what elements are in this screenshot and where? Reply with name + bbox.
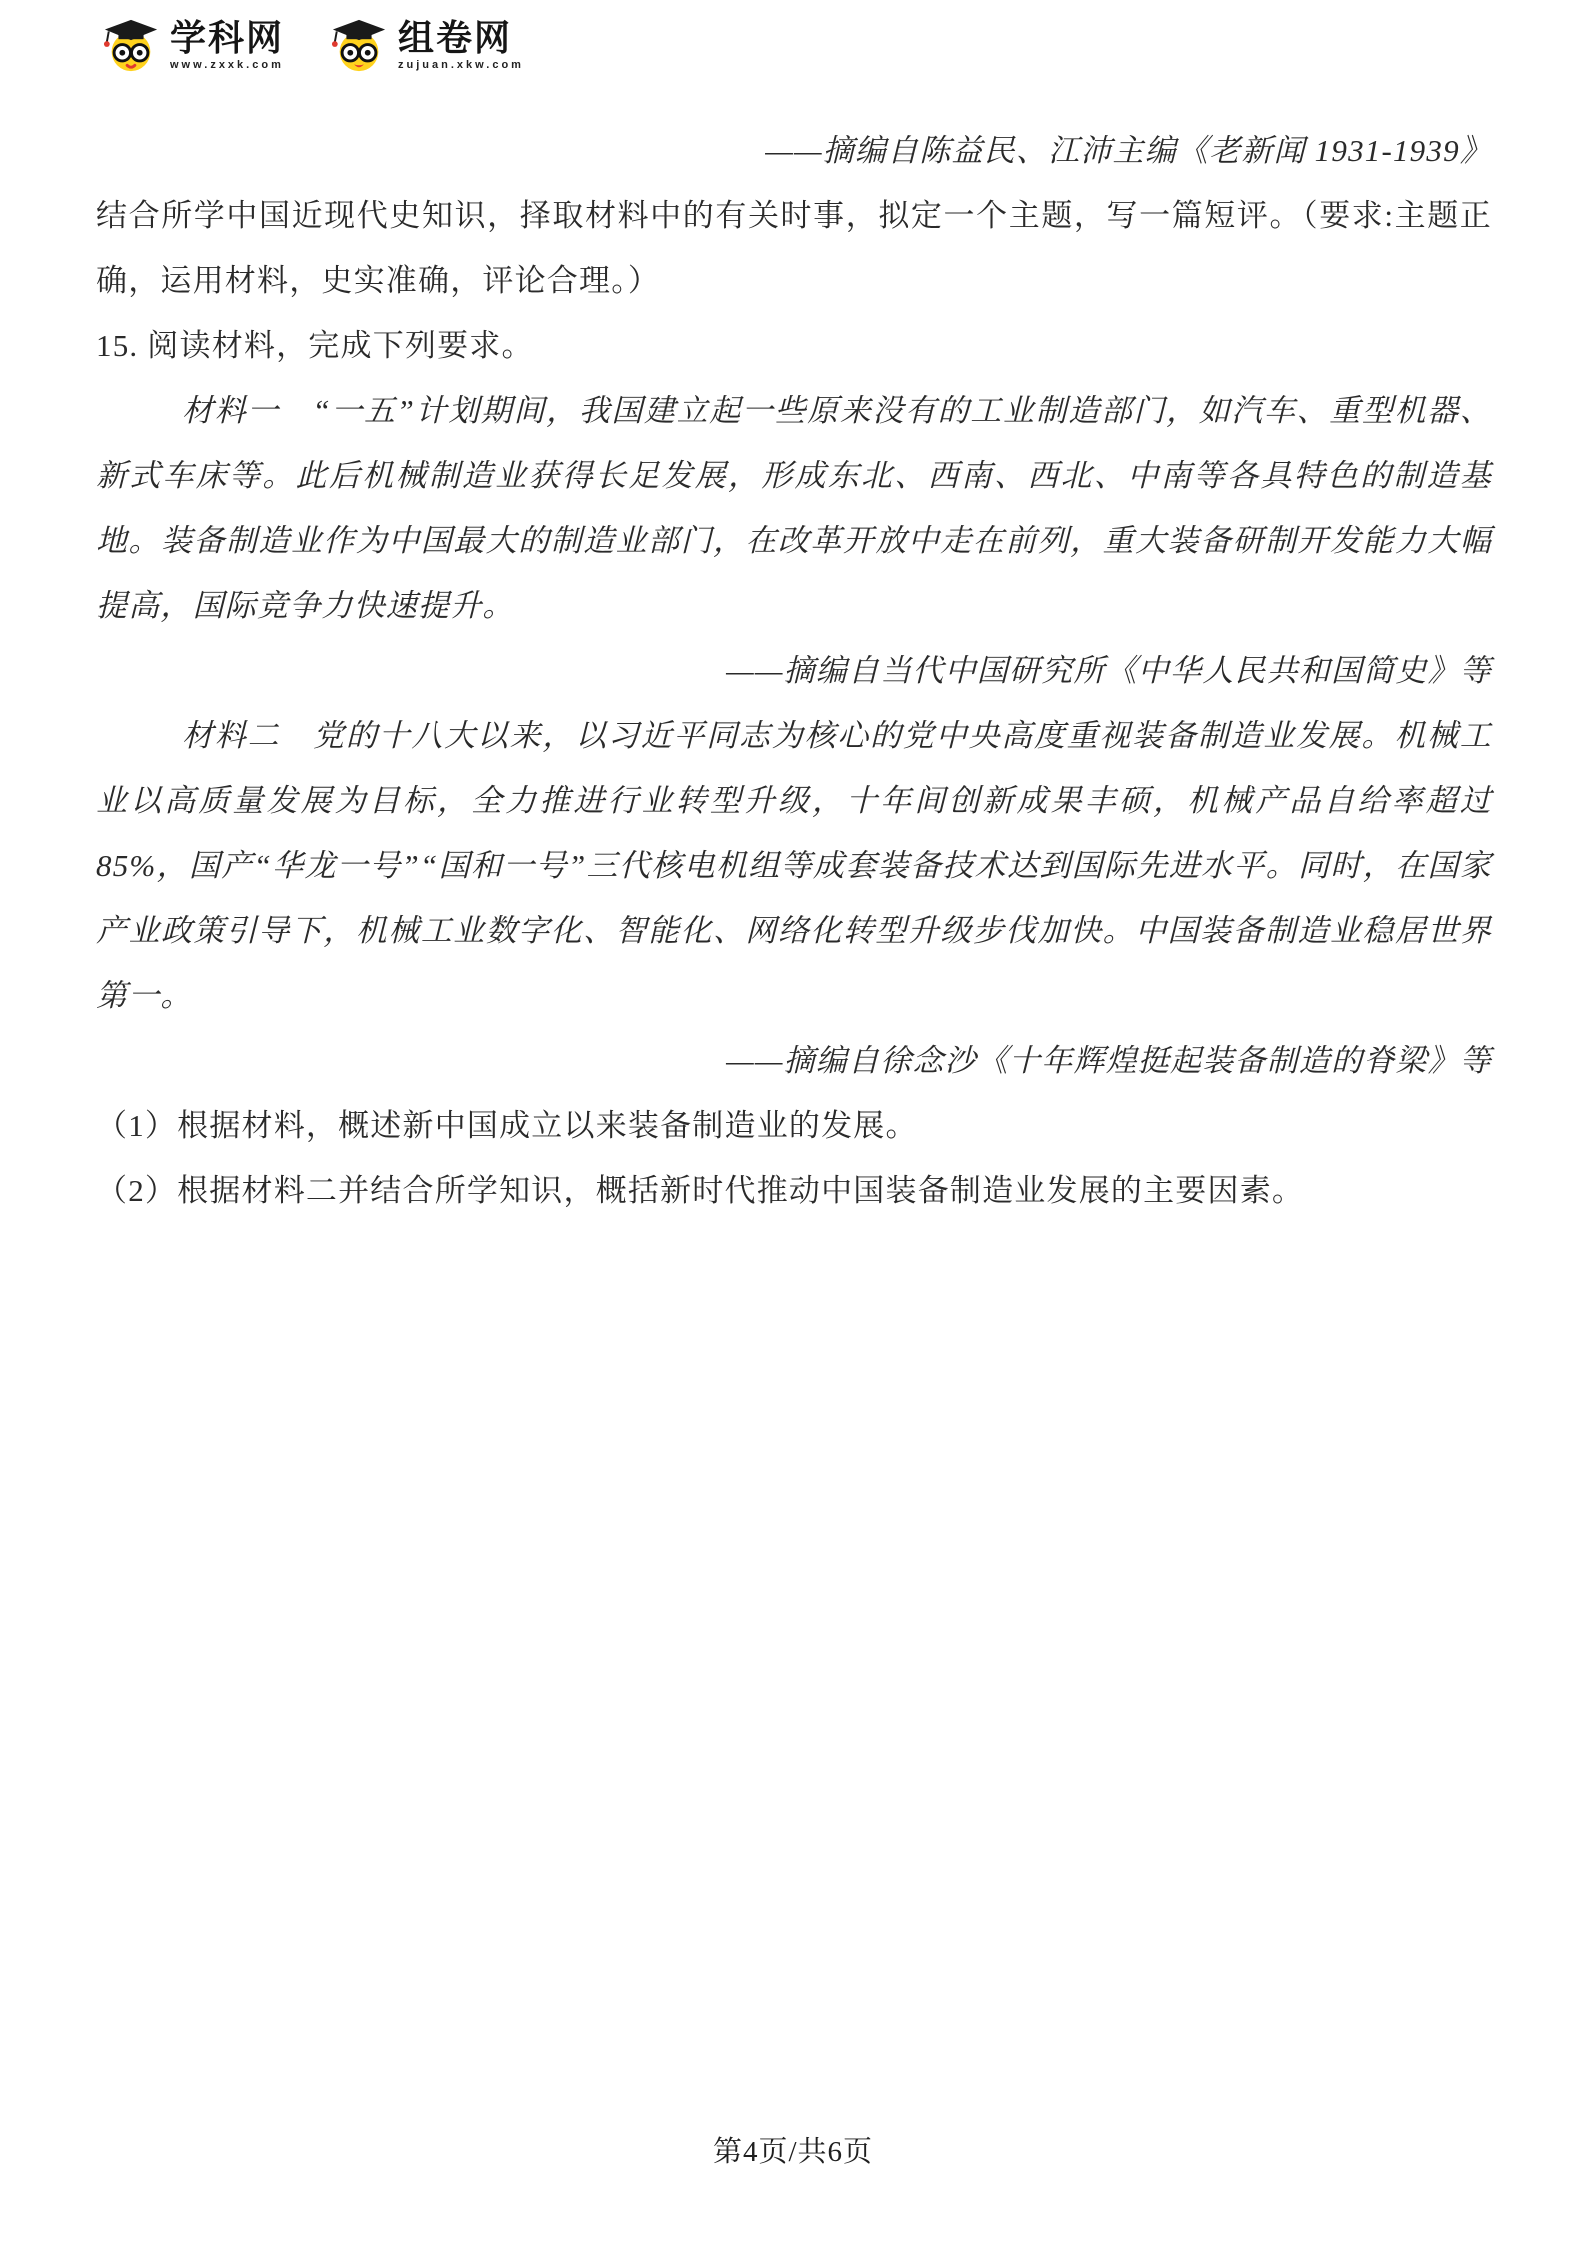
owl-mascot-icon (326, 16, 392, 74)
owl-mascot-icon (98, 16, 164, 74)
citation-source-previous-question: ——摘编自陈益民、江沛主编《老新闻 1931-1939》 (765, 133, 1492, 168)
page-header (98, 16, 524, 74)
logo-xuekewang-url: www.zxxk.com (170, 58, 284, 71)
citation-source-material-1: ——摘编自当代中国研究所《中华人民共和国简史》等 (726, 653, 1492, 688)
logo-zujuanwang-url: zujuan.xkw.com (398, 58, 524, 71)
page-footer (0, 2129, 1586, 2170)
logo-zujuanwang (326, 16, 524, 74)
logo-xuekewang-name: 学科网 (170, 16, 285, 58)
task-instructions-paragraph: 结合所学中国近现代史知识，择取材料中的有关时事，拟定一个主题，写一篇短评。（要求:主题正确，运用材料，史实准确，评论合理。） (96, 198, 1492, 298)
citation-source-material-2: ——摘编自徐念沙《十年辉煌挺起装备制造的脊梁》等 (726, 1043, 1492, 1078)
material-1-text: 材料一 “一五”计划期间，我国建立起一些原来没有的工业制造部门，如汽车、重型机器、新式车床等。此后机械制造业获得长足发展，形成东北、西南、西北、中南等各具特色的制造基地。装备制造业作为中国最大的制造业部门，在改革开放中走在前列，重大装备研制开发能力大幅提高，国际竞争力快速提升。 (96, 393, 1492, 623)
document-body (96, 118, 1492, 1223)
question-15-stem: 15. 阅读材料，完成下列要求。 (96, 328, 534, 363)
logo-xuekewang (98, 16, 284, 74)
sub-question-2: （2）根据材料二并结合所学知识，概括新时代推动中国装备制造业发展的主要因素。 (96, 1173, 1305, 1208)
page-number-indicator: 第4页/共6页 (712, 2136, 874, 2168)
logo-zujuanwang-name: 组卷网 (398, 16, 513, 58)
material-2-text: 材料二 党的十八大以来，以习近平同志为核心的党中央高度重视装备制造业发展。机械工业以高质量发展为目标，全力推进行业转型升级，十年间创新成果丰硕，机械产品自给率超过85%，国产“华龙一号”“国和一号”三代核电机组等成套装备技术达到国际先进水平。同时，在国家产业政策引导下，机械工业数字化、智能化、网络化转型升级步伐加快。中国装备制造业稳居世界第一。 (96, 718, 1492, 1013)
sub-question-1: （1）根据材料，概述新中国成立以来装备制造业的发展。 (96, 1108, 918, 1143)
